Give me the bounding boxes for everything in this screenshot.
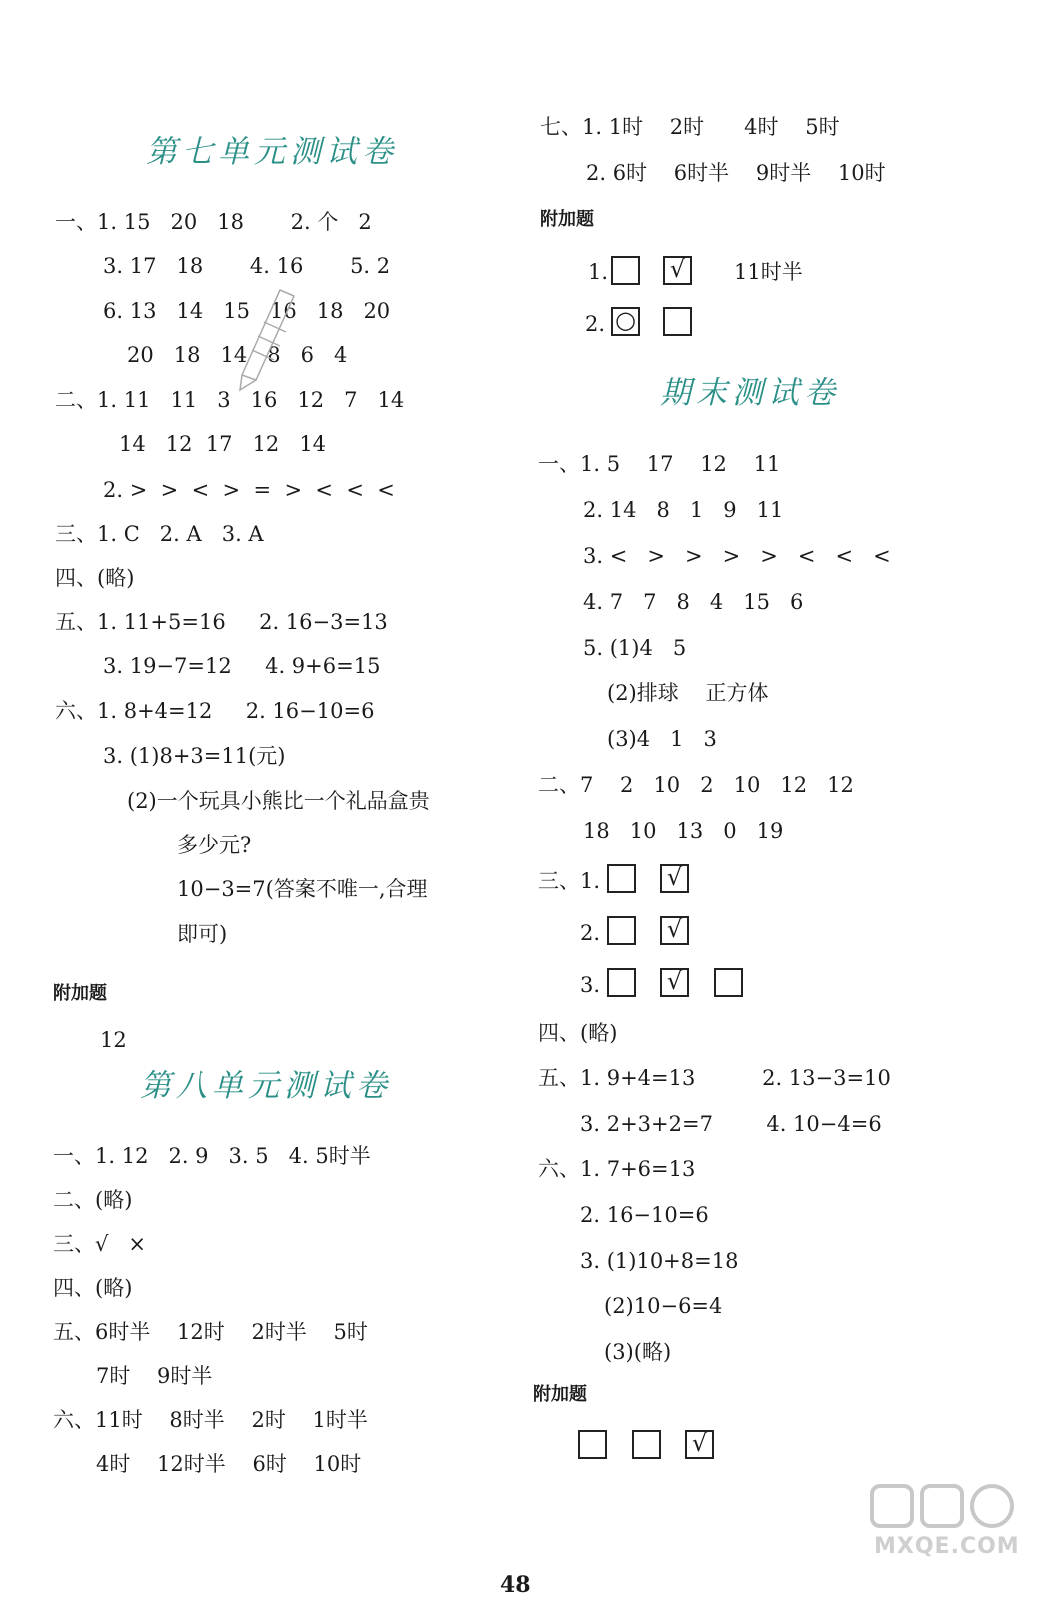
q7-line2: 2. 6时 6时半 9时半 10时 xyxy=(586,161,886,185)
unit7-q2-line1: 二、1. 11 11 3 16 12 7 14 xyxy=(55,388,405,412)
check-mark-icon: √ xyxy=(666,967,683,995)
unit7-q1-line4: 20 18 14 8 6 4 xyxy=(127,343,348,367)
unit7-q5-line1: 五、1. 11+5=16 2. 16−3=13 xyxy=(55,610,388,634)
page-number: 48 xyxy=(500,1572,531,1598)
unit7-q3: 三、1. C 2. A 3. A xyxy=(55,522,264,546)
unit8-q5-line2: 7时 9时半 xyxy=(96,1364,213,1388)
bonus-row1-answer: 11时半 xyxy=(734,260,803,284)
final-q3-2-label: 2. xyxy=(580,921,601,945)
bonus-row1-prefix: 1. xyxy=(588,260,609,284)
final-q2-line1: 二、7 2 10 2 10 12 12 xyxy=(538,773,854,797)
unit7-title: 第七单元测试卷 xyxy=(146,134,398,170)
unit7-q1-line2: 3. 17 18 4. 16 5. 2 xyxy=(103,254,391,278)
final-bonus-label: 附加题 xyxy=(533,1384,587,1405)
circle-mark-icon: ○ xyxy=(615,306,636,334)
unit7-q6-line1: 六、1. 8+4=12 2. 16−10=6 xyxy=(55,699,375,723)
final-q1-line2: 2. 14 8 1 9 11 xyxy=(583,498,784,522)
final-q1-line1: 一、1. 5 17 12 11 xyxy=(538,452,781,476)
final-q3-3-label: 3. xyxy=(580,973,601,997)
final-q4: 四、(略) xyxy=(538,1021,618,1045)
unit7-q6-line5: 10−3=7(答案不唯一,合理 xyxy=(177,877,428,901)
watermark-logo xyxy=(868,1478,1018,1558)
unit8-q4: 四、(略) xyxy=(53,1276,133,1300)
unit8-q6-line2: 4时 12时半 6时 10时 xyxy=(96,1452,362,1476)
check-mark-icon: √ xyxy=(669,255,686,283)
q7-line1: 七、1. 1时 2时 4时 5时 xyxy=(540,115,840,139)
final-q3-3-box3 xyxy=(714,968,743,997)
unit8-q2: 二、(略) xyxy=(53,1188,133,1212)
unit7-q4: 四、(略) xyxy=(55,566,135,590)
final-q3-1-box2 xyxy=(660,864,689,893)
watermark-text: MXQE.COM xyxy=(874,1534,1020,1559)
final-q3-label: 三、1. xyxy=(538,869,601,893)
unit7-q6-line4: 多少元? xyxy=(177,833,252,857)
unit7-q1-line1: 一、1. 15 20 18 2. 个 2 xyxy=(55,210,372,234)
final-bonus-box3 xyxy=(685,1430,714,1459)
final-q3-3-box1 xyxy=(607,968,636,997)
final-q1-line3: 3. < > > > > < < < xyxy=(583,544,891,568)
bonus-row2-box1 xyxy=(611,307,640,336)
bonus-row1-box2 xyxy=(663,256,692,285)
final-q6-line3: 3. (1)10+8=18 xyxy=(580,1249,739,1273)
unit8-q3: 三、√ × xyxy=(53,1232,147,1256)
final-q1-line4: 4. 7 7 8 4 15 6 xyxy=(583,590,804,614)
unit7-q5-line2: 3. 19−7=12 4. 9+6=15 xyxy=(103,654,381,678)
unit8-q5-line1: 五、6时半 12时 2时半 5时 xyxy=(53,1320,368,1344)
bonus-row1-box1 xyxy=(611,256,640,285)
final-q6-line4: (2)10−6=4 xyxy=(604,1294,723,1318)
unit7-bonus-label: 附加题 xyxy=(53,983,107,1004)
final-bonus-box1 xyxy=(578,1430,607,1459)
unit7-bonus-answer: 12 xyxy=(100,1028,127,1052)
unit8-q6-line1: 六、11时 8时半 2时 1时半 xyxy=(53,1408,368,1432)
final-q1-line7: (3)4 1 3 xyxy=(607,727,717,751)
unit7-q1-line3: 6. 13 14 15 16 18 20 xyxy=(103,299,391,323)
final-q5-line2: 3. 2+3+2=7 4. 10−4=6 xyxy=(580,1112,882,1136)
unit8-title: 第八单元测试卷 xyxy=(140,1068,392,1104)
unit7-q6-line6: 即可) xyxy=(177,922,228,946)
check-mark-icon: √ xyxy=(666,863,683,891)
final-q3-2-box2 xyxy=(660,916,689,945)
final-q6-line5: (3)(略) xyxy=(604,1340,672,1364)
bonus-row2-box2 xyxy=(663,307,692,336)
unit8-bonus-label: 附加题 xyxy=(540,209,594,230)
final-q1-line5: 5. (1)4 5 xyxy=(583,636,687,660)
final-q6-line1: 六、1. 7+6=13 xyxy=(538,1157,696,1181)
final-bonus-box2 xyxy=(632,1430,661,1459)
final-exam-title: 期末测试卷 xyxy=(660,375,840,411)
check-mark-icon: √ xyxy=(691,1429,708,1457)
final-q5-line1: 五、1. 9+4=13 2. 13−3=10 xyxy=(538,1066,891,1090)
final-q2-line2: 18 10 13 0 19 xyxy=(583,819,784,843)
bonus-row2-prefix: 2. xyxy=(585,312,606,336)
pencil-sticker-icon xyxy=(222,280,304,400)
unit7-q6-line3: (2)一个玩具小熊比一个礼品盒贵 xyxy=(127,789,430,813)
final-q3-3-box2 xyxy=(660,968,689,997)
unit7-q2-line2: 14 12 17 12 14 xyxy=(119,432,327,456)
final-q6-line2: 2. 16−10=6 xyxy=(580,1203,709,1227)
final-q3-2-box1 xyxy=(607,916,636,945)
unit7-q2-line3: 2. > > < > = > < < < xyxy=(103,478,395,502)
unit7-q6-line2: 3. (1)8+3=11(元) xyxy=(103,744,286,768)
final-q1-line6: (2)排球 正方体 xyxy=(607,681,769,705)
check-mark-icon: √ xyxy=(666,915,683,943)
watermark-logo-icon xyxy=(868,1478,1018,1534)
final-q3-1-box1 xyxy=(607,864,636,893)
unit8-q1: 一、1. 12 2. 9 3. 5 4. 5时半 xyxy=(53,1144,371,1168)
